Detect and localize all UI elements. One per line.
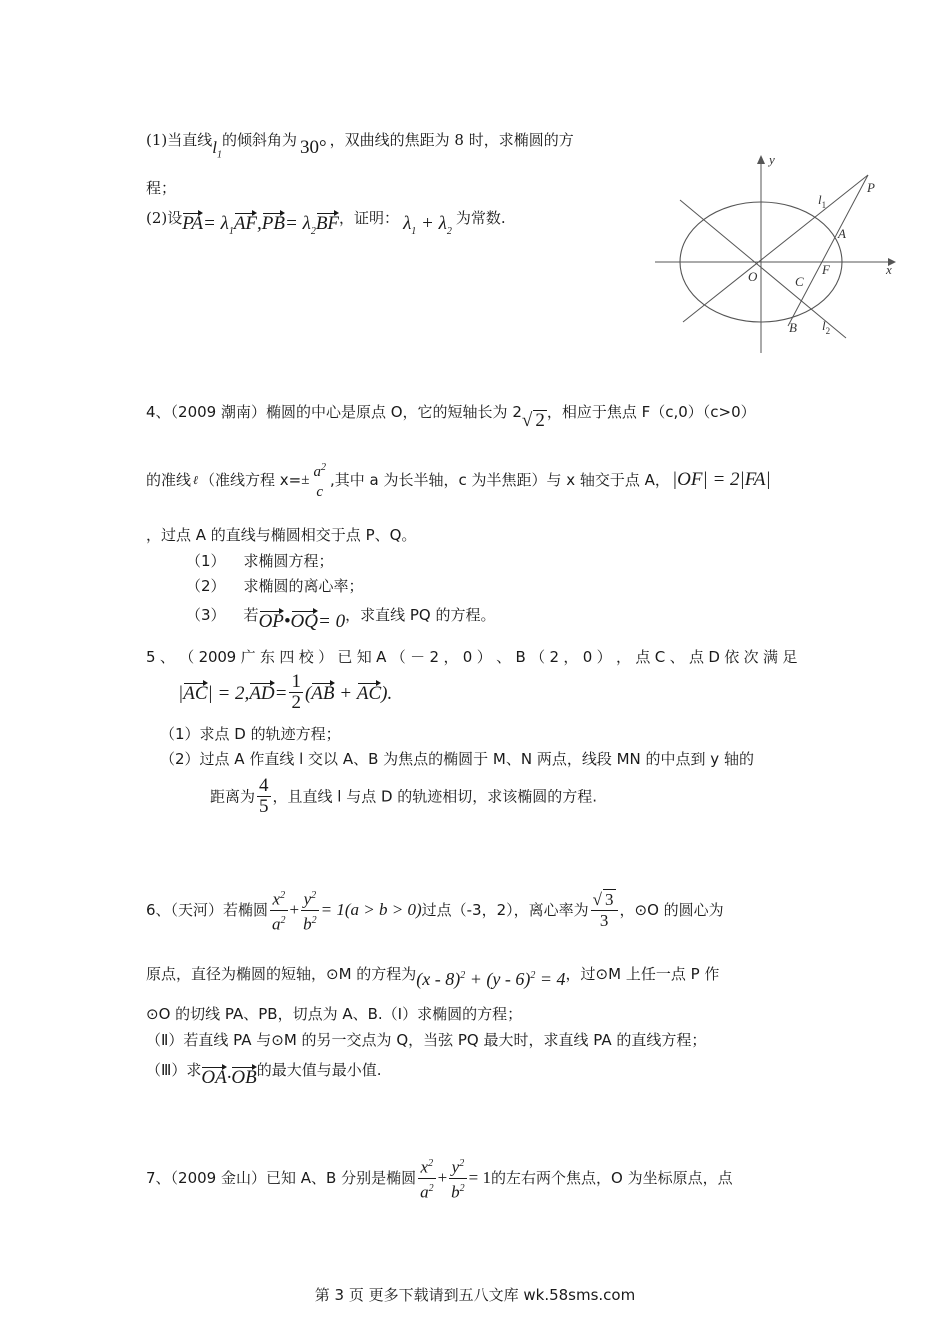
abs-equation: |OF| = 2|FA| xyxy=(671,469,771,490)
q6-line2: 原点，直径为椭圆的短轴，⊙M 的方程为(x - 8)$^2$ + (y - 6)$^2$ = 4，过⊙M 上任一点 P 作 xyxy=(146,965,720,989)
label-l2: $l_2$ xyxy=(822,318,831,336)
four-fifths: $\frac{4}{5}$ xyxy=(259,775,269,817)
q5-item1: （1）求点 D 的轨迹方程； xyxy=(160,725,341,743)
label-B: B xyxy=(789,320,797,335)
q6-line1: 6、（天河）若椭圆 $\frac{x^2}{a^2}$ + $\frac{y^2}{b^2}$ = 1(a > b > 0)过点（-3，2），离心率为 $\frac{√ 3}{3}$ ，⊙O 的圆心为 xyxy=(146,886,724,942)
label-O: O xyxy=(748,269,758,284)
q4-line3: ，过点 A 的直线与椭圆相交于点 P、Q。 xyxy=(146,526,417,544)
oa-dot-ob: OA·OB xyxy=(201,1067,257,1088)
label-C: C xyxy=(795,274,804,289)
q6-line5: （Ⅲ）求OA·OB的最大值与最小值. xyxy=(146,1061,382,1088)
q7-y2-over-b2: $\frac{y^2}{b^2}$ xyxy=(451,1157,465,1202)
q7-x2-over-a2: $\frac{x^2}{a^2}$ xyxy=(420,1157,434,1202)
a2-over-c: $a^2$ c xyxy=(313,462,326,500)
label-F: F xyxy=(822,262,830,277)
y-label: y xyxy=(769,152,775,167)
y2-over-b2: $\frac{y^2}{b^2}$ xyxy=(303,889,317,934)
x2-over-a2: $\frac{x^2}{a^2}$ xyxy=(272,889,286,934)
q4-line2: 的准线 ℓ （准线方程 x=± $a^2$ c ,其中 a 为长半轴，c 为半焦距）与 x 轴交于点 A， |OF| = 2|FA| xyxy=(146,458,771,508)
label-l1: $l_1$ xyxy=(818,192,827,210)
q4-item2: （2） 求椭圆的离心率； xyxy=(186,577,364,595)
angle-30: 30° xyxy=(300,137,327,158)
q3-vector-equation: $PA= \lambda_1AF,PB= \lambda_2BF$ xyxy=(182,213,340,237)
q5-line1: 5 、 （ 2009 广 东 四 校 ） 已 知 A （ － 2 ， 0 ） 、 B （ 2 ， 0 ） ， 点 C 、 点 D 依 次 满 足 xyxy=(146,648,798,666)
sqrt3-over-3: $\frac{√ 3}{3}$ xyxy=(591,889,618,931)
sqrt-2: √ 2 xyxy=(521,410,545,431)
directrix-symbol: ℓ xyxy=(193,473,199,487)
x-label: x xyxy=(886,262,892,277)
page-footer: 第 3 页 更多下载请到五八文库 wk.58sms.com xyxy=(314,1286,636,1304)
op-dot-oq: OP•OQ= 0 xyxy=(258,611,346,632)
q5-item2b: 距离为 $\frac{4}{5}$ ，且直线 l 与点 D 的轨迹相切，求该椭圆的方程. xyxy=(210,775,598,817)
q4-item3: （3） 若OP•OQ= 0，求直线 PQ 的方程。 xyxy=(186,606,496,632)
q3-part1-line2: 程； xyxy=(146,179,177,197)
ellipse-figure xyxy=(650,150,900,360)
half-fraction: $\frac{1}{2}$ xyxy=(291,671,301,713)
q6-line4: （Ⅱ）若直线 PA 与⊙M 的另一交点为 Q，当弦 PQ 最大时，求直线 PA 的直线方程； xyxy=(146,1031,707,1049)
q3-part1-line: (1)当直线$l_1$的倾斜角为 30° ，双曲线的焦距为 8 时，求椭圆的方 xyxy=(146,131,574,161)
lambda-sum: $\lambda_1 + \lambda_2$ xyxy=(403,213,452,237)
q5-item2: （2）过点 A 作直线 l 交以 A、B 为焦点的椭圆于 M、N 两点，线段 MN 的中点到 y 轴的 xyxy=(160,750,754,768)
q7-line1: 7、（2009 金山）已知 A、B 分别是椭圆 $\frac{x^2}{a^2}$ + $\frac{y^2}{b^2}$ = 1的左右两个焦点，O 为坐标原点，点 xyxy=(146,1154,733,1204)
q3-part2-line: (2)设$PA= \lambda_1AF,PB= \lambda_2BF$，证明： $\lambda_1 + \lambda_2$为常数. xyxy=(146,209,506,237)
label-P: P xyxy=(867,180,875,195)
q6-line3: ⊙O 的切线 PA、PB，切点为 A、B.（Ⅰ）求椭圆的方程； xyxy=(146,1005,523,1023)
l1-symbol: $l_1$ xyxy=(212,138,222,161)
circle-M-equation: (x - 8)$^2$ + (y - 6)$^2$ = 4 xyxy=(416,969,566,989)
q4-line1: 4、（2009 潮南）椭圆的中心是原点 O，它的短轴长为 2√ 2 ，相应于焦点 F（c,0）（c>0） xyxy=(146,403,756,431)
q4-item1: （1） 求椭圆方程； xyxy=(186,552,334,570)
line-PB xyxy=(788,175,868,326)
q5-condition: |AC| = 2,AD= $\frac{1}{2}$ (AB + AC). xyxy=(178,671,393,713)
y-axis-arrow xyxy=(757,155,765,164)
label-A: A xyxy=(838,226,846,241)
